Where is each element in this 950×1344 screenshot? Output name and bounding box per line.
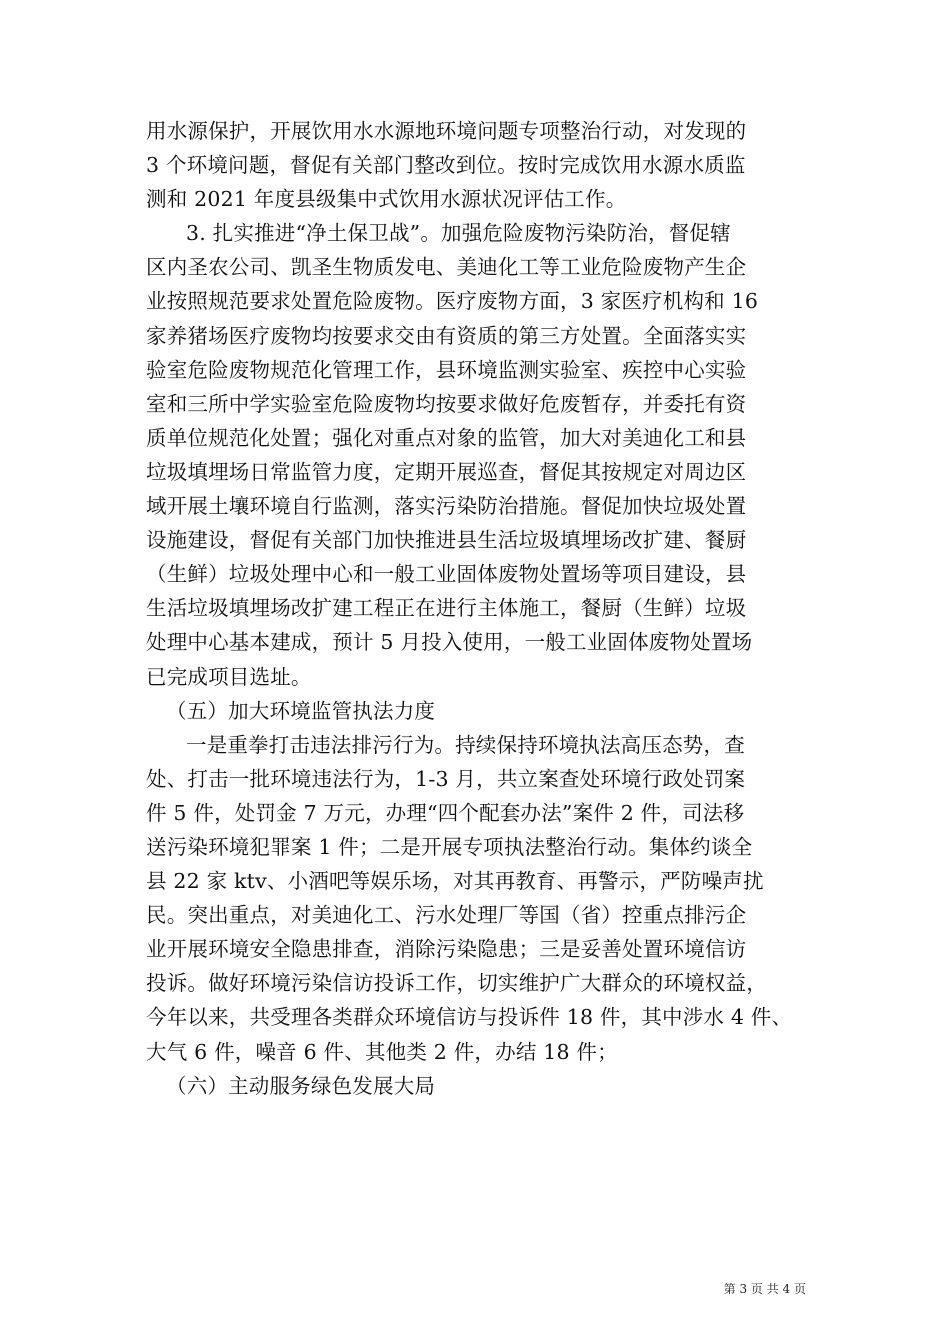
text-line: 送污染环境犯罪案 1 件；二是开展专项执法整治行动。集体约谈全 [146,834,753,859]
text-line: 验室危险废物规范化管理工作，县环境监测实验室、疾控中心实验 [146,357,747,382]
text-line: 垃圾填埋场日常监管力度，定期开展巡查，督促其按规定对周边区 [146,459,747,484]
text-line: 3 个环境问题，督促有关部门整改到位。按时完成饮用水源水质监 [146,153,746,178]
body-text [146,114,806,1103]
text-line: 处、打击一批环境违法行为，1-3 月，共立案查处环境行政处罚案 [146,766,746,791]
text-line: 区内圣农公司、凯圣生物质发电、美迪化工等工业危险废物产生企 [146,255,747,280]
section-heading: （六）主动服务绿色发展大局 [166,1073,436,1098]
text-line: 投诉。做好环境污染信访投诉工作，切实维护广大群众的环境权益， [146,971,767,996]
paragraph-start-line: 3. 扎实推进“净土保卫战”。加强危险废物污染防治，督促辖 [186,221,731,246]
text-line: 件 5 件，处罚金 7 万元，办理“四个配套办法”案件 2 件，司法移 [146,800,745,825]
text-line: 县 22 家 ktv、小酒吧等娱乐场，对其再教育、再警示，严防噪声扰 [146,869,764,894]
text-line: 域开展土壤环境自行监测，落实污染防治措施。督促加快垃圾处置 [146,494,747,519]
text-line: 质单位规范化处置；强化对重点对象的监管，加大对美迪化工和县 [146,425,747,450]
paragraph-start-line: 一是重拳打击违法排污行为。持续保持环境执法高压态势，查 [186,732,745,757]
text-line: （生鲜）垃圾处理中心和一般工业固体废物处置场等项目建设，县 [146,562,747,587]
text-line: 业按照规范要求处置危险废物。医疗废物方面，3 家医疗机构和 16 [146,289,759,314]
text-line: 已完成项目选址。 [146,664,312,689]
text-line: 今年以来，共受理各类群众环境信访与投诉件 18 件，其中涉水 4 件、 [146,1005,793,1030]
text-line: 生活垃圾填埋场改扩建工程正在进行主体施工，餐厨（生鲜）垃圾 [146,596,747,621]
text-line: 用水源保护，开展饮用水水源地环境问题专项整治行动，对发现的 [146,119,747,143]
text-line: 大气 6 件，噪音 6 件、其他类 2 件，办结 18 件； [146,1039,618,1064]
text-line: 室和三所中学实验室危险废物均按要求做好危废暂存，并委托有资 [146,391,747,416]
section-heading: （五）加大环境监管执法力度 [166,698,436,723]
page-number: 第 3 页 共 4 页 [723,1282,806,1296]
text-line: 家养猪场医疗废物均按要求交由有资质的第三方处置。全面落实实 [146,323,747,348]
text-line: 处理中心基本建成，预计 5 月投入使用，一般工业固体废物处置场 [146,630,753,655]
text-line: 测和 2021 年度县级集中式饮用水源状况评估工作。 [146,187,627,212]
text-line: 民。突出重点，对美迪化工、污水处理厂等国（省）控重点排污企 [146,903,747,928]
text-line: 业开展环境安全隐患排查，消除污染隐患；三是妥善处置环境信访 [146,937,747,962]
text-line: 设施建设，督促有关部门加快推进县生活垃圾填埋场改扩建、餐厨 [146,528,747,553]
